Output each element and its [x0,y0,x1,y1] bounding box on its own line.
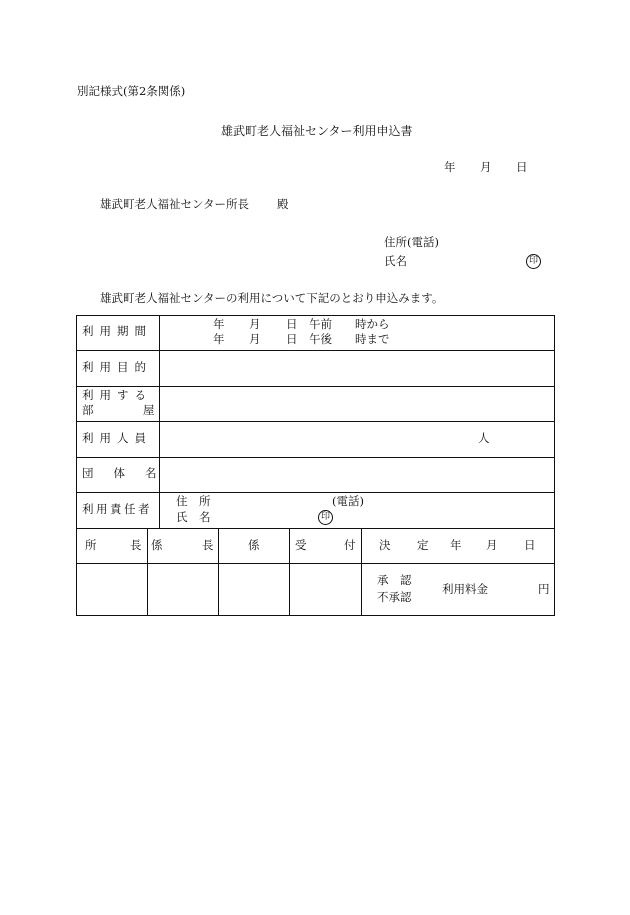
decision-reject: 不承認 [377,590,412,604]
approval-head-3: 係 [248,538,260,552]
period-start-day: 日 [286,317,298,331]
decision-month: 月 [486,538,498,552]
approval-head-5b: 定 [417,538,429,552]
row-label-purpose: 利用目的 [82,360,152,374]
period-start-year: 年 [213,317,225,331]
date-day: 日 [516,160,528,174]
period-start-ampm: 午前 [309,317,332,331]
responsible-phone-label: (電話) [332,494,364,508]
responsible-seal-icon: 印 [318,510,333,525]
period-end-day: 日 [286,332,298,346]
period-end-ampm: 午後 [309,332,332,346]
approval-head-4a: 受 [295,538,307,552]
period-start-time: 時から [355,317,390,331]
responsible-name-label: 氏 名 [176,510,211,524]
addressee: 雄武町老人福祉センター所長 [100,197,250,211]
approval-head-1b: 長 [130,538,142,552]
row-label-room-b: 屋 [143,403,155,417]
approval-divider [289,528,290,616]
table-line [76,421,555,422]
approval-head-1a: 所 [85,538,97,552]
period-end-month: 月 [249,332,261,346]
row-label-room-a: 部 [82,403,94,417]
decision-year: 年 [450,538,462,552]
table-border-left [76,315,77,616]
addressee-honorific: 殿 [277,197,289,211]
applicant-name-label: 氏名 [384,254,407,268]
label-column-divider [159,315,160,528]
period-start-month: 月 [249,317,261,331]
approval-divider [361,528,362,616]
approval-head-5a: 決 [379,538,391,552]
row-label-room-line1: 利用する [82,388,152,402]
approval-head-2a: 係 [151,538,163,552]
decision-day: 日 [524,538,536,552]
approval-divider [218,528,219,616]
decision-approve: 承 認 [377,573,412,587]
period-end-time: 時まで [355,332,390,346]
period-end-year: 年 [213,332,225,346]
responsible-address-label: 住 所 [176,494,211,508]
intro-text: 雄武町老人福祉センターの利用について下記のとおり申込みます。 [100,291,444,305]
table-line [76,457,555,458]
approval-head-4b: 付 [344,538,356,552]
applicant-seal-icon: 印 [526,254,541,269]
applicant-address-label: 住所(電話) [384,235,439,249]
form-title: 雄武町老人福祉センター利用申込書 [221,124,413,138]
approval-divider [147,528,148,616]
row-label-responsible: 利用責任者 [82,502,152,516]
date-year: 年 [444,160,456,174]
table-line [76,350,555,351]
row-label-headcount: 利用人員 [82,431,152,445]
table-border-top [76,315,555,316]
table-line [76,386,555,387]
headcount-unit: 人 [478,431,490,445]
fee-label: 利用料金 [442,582,488,596]
row-label-group: 団体名 [82,466,177,480]
row-label-period: 利用期間 [82,324,152,338]
fee-unit: 円 [538,582,550,596]
form-reference: 別記様式(第2条関係) [77,84,186,98]
table-border-right [554,315,555,616]
date-month: 月 [480,160,492,174]
application-table [76,315,555,616]
approval-head-2b: 長 [202,538,214,552]
table-line [76,492,555,493]
